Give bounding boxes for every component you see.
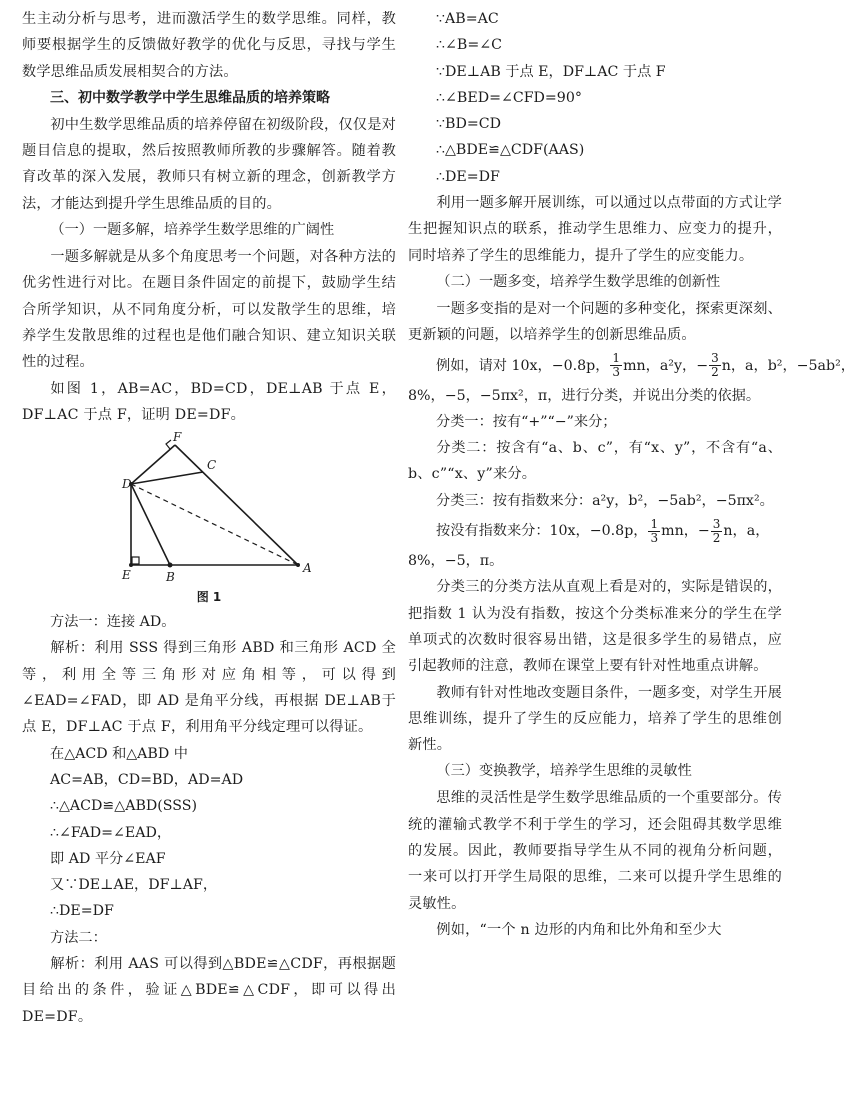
proof-line: ∵AB=AC xyxy=(436,11,499,27)
segment-DB xyxy=(131,484,170,565)
fraction-numerator: 1 xyxy=(612,351,621,366)
example-problem: 如图 1，AB=AC，BD=CD，DE⊥AB 于点 E，DF⊥AC 于点 F，证明 DE=DF。 xyxy=(22,380,396,423)
proof-line: ∴△ACD≌△ABD(SSS) xyxy=(50,798,197,815)
section-heading: 三、初中数学教学中学生思维品质的培养策略 xyxy=(50,89,330,106)
right-angle-F xyxy=(166,440,171,449)
figure-caption: 图 1 xyxy=(196,590,222,605)
fraction-one-third xyxy=(648,518,660,545)
fraction-denominator: 2 xyxy=(711,365,719,380)
last-paragraph: 例如，“一个 n 边形的内角和比外角和至少大 xyxy=(436,921,722,938)
proof-line: ∴∠BED=∠CFD=90° xyxy=(436,89,582,106)
point-E xyxy=(129,563,133,567)
proof-line: 又∵DE⊥AE，DF⊥AF， xyxy=(50,877,218,894)
example-2-line-2: 8%，−5，−5πx²，π，进行分类，并说出分类的依据。 xyxy=(408,387,761,404)
fraction-one-third xyxy=(610,352,622,379)
proof-line: ∴∠FAD=∠EAD， xyxy=(50,824,172,841)
right-column xyxy=(408,6,855,943)
analysis-2: 解析：利用 AAS 可以得到△BDE≌△CDF，再根据题目给出的条件，验证△BDE≌△CDF，即可以得出 DE=DF。 xyxy=(22,956,396,1025)
proof-line: ∴DE=DF xyxy=(436,168,500,185)
subsection-paragraph-2: 一题多变指的是对一个问题的多种变化，探索更深刻、更新颖的问题，以培养学生的创新思维品质。 xyxy=(408,300,782,344)
example-2-mid: mn，a²y，− xyxy=(623,357,709,374)
label-A: A xyxy=(303,561,312,576)
label-E: E xyxy=(122,568,131,583)
fraction-numerator: 3 xyxy=(711,351,719,366)
figure-1 xyxy=(22,432,396,587)
proof-line: ∵BD=CD xyxy=(436,116,501,133)
segment-DA-dashed xyxy=(131,484,298,565)
subsection-paragraph-1: 一题多解就是从多个角度思考一个问题，对各种方法的优劣性进行对比。在题目条件固定的前提下，鼓励学生结合所学知识，从不同角度分析，可以发散学生的思维，培养学生发散思维的过程也是他们融合知识、建立知识关联性的过程。 xyxy=(22,249,396,371)
fraction-numerator: 3 xyxy=(712,516,721,531)
classification-3a: 分类三：按有指数来分：a²y，b²，−5ab²，−5πx²。 xyxy=(436,492,774,509)
label-B: B xyxy=(166,570,175,585)
right-angle-E xyxy=(132,557,139,564)
left-column xyxy=(22,6,396,1030)
fraction-three-half xyxy=(711,518,723,545)
fraction-denominator: 2 xyxy=(712,530,721,545)
subsection-heading-1: （一）一题多解，培养学生数学思维的广阔性 xyxy=(50,222,335,239)
section-paragraph: 初中生数学思维品质的培养停留在初级阶段，仅仅是对题目信息的提取，然后按照教师所教的步骤解答。随着教育改革的深入发展，教师只有树立新的理念，创新教学方法，才能达到提升学生思维品质的目的。 xyxy=(22,116,396,212)
intro-paragraph: 生主动分析与思考，进而激活学生的数学思维。同样，教师要根据学生的反馈做好教学的优化与反思，寻找与学生数学思维品质发展相契合的方法。 xyxy=(22,11,396,80)
error-paragraph: 分类三的分类方法从直观上看是对的，实际是错误的，把指数 1 认为没有指数，按这个分类标准来分的学生在学单项式的次数时很容易出错，这是很多学生的易错点，应引起教师的注意，教师在课堂上要有针对性地重点讲解。 xyxy=(408,579,782,675)
method-2: 方法二： xyxy=(50,929,107,946)
proof-line: 在△ACD 和△ABD 中 xyxy=(50,745,188,762)
subsection-heading-3: （三）变换教学，培养学生思维的灵敏性 xyxy=(436,763,692,780)
fraction-numerator: 1 xyxy=(650,516,659,531)
proof-line: ∴∠B=∠C xyxy=(436,37,502,54)
example-2-pre: 例如，请对 10x，−0.8p， xyxy=(436,357,610,374)
segment-FA xyxy=(175,445,298,565)
proof-line: AC=AB，CD=BD，AD=AD xyxy=(50,771,244,788)
class-3b-post: n，a， xyxy=(723,523,770,540)
classification-3b xyxy=(408,514,782,548)
fraction-denominator: 3 xyxy=(612,365,621,380)
proof-line: 即 AD 平分∠EAF xyxy=(50,850,166,867)
classification-2: 分类二：按含有“a、b、c”，有“x、y”，不含有“a、b、c”“x、y”来分。 xyxy=(408,440,782,483)
analysis-1: 解析：利用 SSS 得到三角形 ABD 和三角形 ACD 全等，利用全等三角形对应角相等，可以得到∠EAD=∠FAD，即 AD 是角平分线，再根据 DE⊥AB于点 E，DF⊥AC 于点 F，利用角平分线定理可以得证。 xyxy=(22,640,396,736)
subsection-heading-2: （二）一题多变，培养学生数学思维的创新性 xyxy=(436,273,721,290)
label-C: C xyxy=(207,458,217,473)
point-B xyxy=(168,563,173,568)
geometry-diagram xyxy=(122,430,322,585)
method-1: 方法一：连接 AD。 xyxy=(50,614,176,631)
point-A xyxy=(296,563,300,567)
proof-line: ∴△BDE≌△CDF(AAS) xyxy=(436,142,585,159)
classification-3b-line-2: 8%，−5，π。 xyxy=(408,553,504,570)
classification-1: 分类一：按有“+”“−”来分； xyxy=(436,413,617,430)
change-paragraph: 教师有针对性地改变题目条件，一题多变，对学生开展思维训练，提升了学生的反应能力，培养了学生的思维创新性。 xyxy=(408,684,782,754)
example-2-post: n，a，b²，−5ab²， xyxy=(721,357,855,374)
fraction-denominator: 3 xyxy=(650,530,659,545)
label-F: F xyxy=(173,430,182,445)
subsection-paragraph-3: 思维的灵活性是学生数学思维品质的一个重要部分。传统的灌输式教学不利于学生的学习，还会阻碍其数学思维的发展。因此，教师要指导学生从不同的视角分析问题，一来可以打开学生局限的思维，二来可以提升学生思维的灵敏性。 xyxy=(408,790,782,912)
class-3b-pre: 按没有指数来分：10x，−0.8p， xyxy=(436,523,648,540)
label-D: D xyxy=(122,477,132,492)
training-paragraph: 利用一题多解开展训练，可以通过以点带面的方式让学生把握知识点的联系，推动学生思维力、应变力的提升，同时培养了学生的思维能力，提升了学生的应变能力。 xyxy=(408,195,782,264)
fraction-three-half xyxy=(709,352,721,379)
class-3b-mid: mn，− xyxy=(661,523,710,540)
example-2-line-1 xyxy=(408,349,855,383)
proof-line: ∴DE=DF xyxy=(50,903,114,920)
proof-line: ∵DE⊥AB 于点 E，DF⊥AC 于点 F xyxy=(436,63,666,80)
